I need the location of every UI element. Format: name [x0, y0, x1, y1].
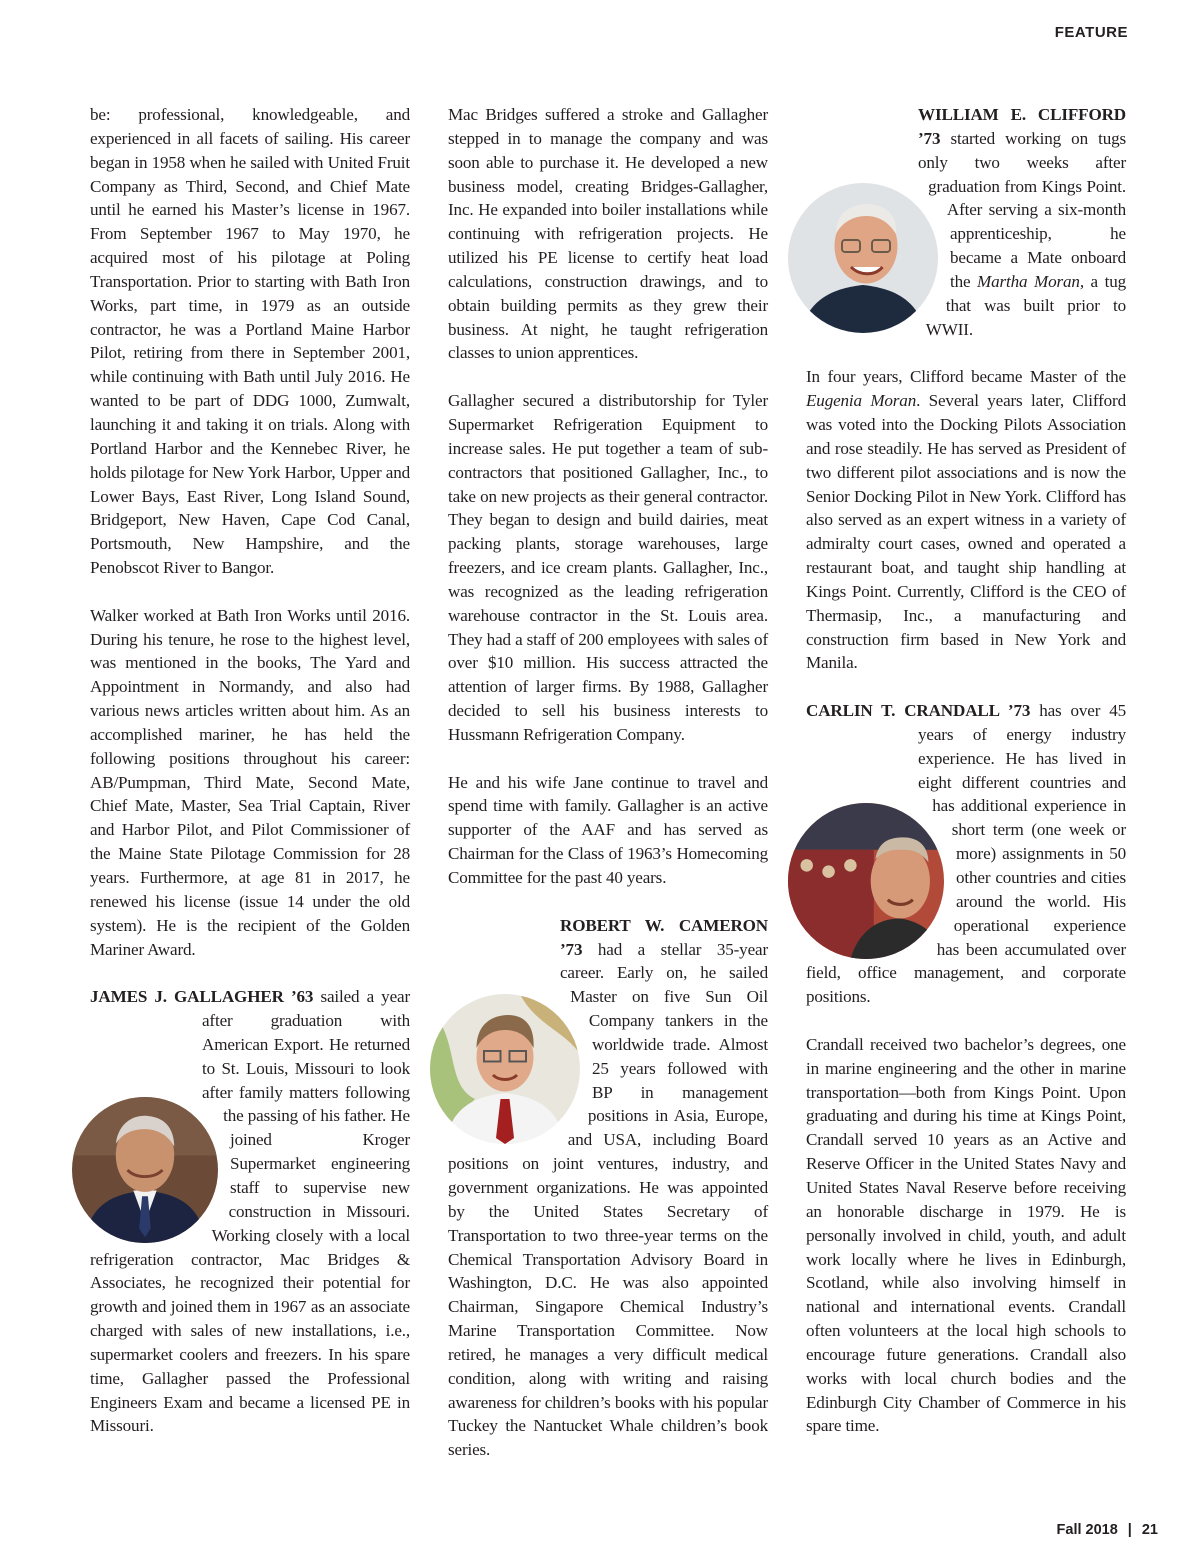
gallagher-photo: [72, 1097, 218, 1243]
column-2: [448, 103, 768, 1486]
page-number: 21: [1141, 1522, 1158, 1538]
column-1: [90, 103, 410, 1462]
crandall-paragraph-2: Crandall received two bachelor’s degrees, one in marine engineering and the other in marine transportation—both from Kings Point. Upon graduating and during his time at Kings Point, Crandall served 10 years as an Active and Reserve Officer in the United States Navy and United States Naval Reserve before receiving an honorable discharge in 1979. He is personally involved in child, youth, and adult work locally where he lives in Edinburgh, Scotland, while also involving himself in national and international events. Crandall often volunteers at the local high schools to encourage future generations. Crandall also works with local church bodies and the Edinburgh City Chamber of Commerce in his spare time.: [806, 1034, 1126, 1436]
gallagher-paragraph: JAMES J. GALLAGHER ’63 sailed a year after graduation with American Export. He returned to St. Louis, Missouri to look after family matters following the passing of his father. He joined Kroger Supermarket engineering staff to supervise new construction in Missouri. Working closely with a local refrigeration contractor, Mac Bridges & Associates, he recognized their potential for growth and joined them in 1967 as an associate charged with sales of new installations, i.e., supermarket coolers and freezers. In his spare time, Gallagher passed the Professional Engineers Exam and became a licensed PE in Missouri.: [90, 985, 410, 1438]
section-label: FEATURE: [1054, 24, 1128, 41]
gallagher-paragraph-4: He and his wife Jane continue to travel and spend time with family. Gallagher is an active supporter of the AAF and has served as Chairman for the Class of 1963’s Homecoming Committee for the past 40 years.: [448, 772, 768, 887]
clifford-photo: [788, 183, 938, 333]
walker-paragraph-2: Walker worked at Bath Iron Works until 2016. During his tenure, he rose to the highest level, was mentioned in the books, The Yard and Appointment in Normandy, and also had various news articles written about him. As an accomplished mariner, he has held the following positions throughout his career: AB/Pumpman, Third Mate, Second Mate, Chief Mate, Master, Sea Trial Captain, River and Harbor Pilot, and Pilot Commissioner of the Maine State Pilotage Commission for 28 years. Furthermore, at age 81 in 2017, he renewed his license (issue 14 under the old system). He is the recipient of the Golden Mariner Award.: [90, 605, 410, 959]
ship-name-martha-moran: Martha Moran,: [977, 271, 1084, 291]
crandall-name: CARLIN T. CRANDALL ’73: [806, 701, 1031, 721]
crandall-photo: [788, 803, 944, 959]
column-3: [806, 103, 1126, 1462]
cameron-paragraph: ROBERT W. CAMERON ’73 had a stellar 35-year career. Early on, he sailed Master on five Sun Oil Company tankers in the worldwide trade. Almost 25 years followed with BP in management positions in Asia, Europe, and USA, including Board positions on joint ventures, industry, and government organizations. He was appointed by the United States Secretary of Transportation to two three-year terms on the Chemical Transportation Advisory Board in Washington, D.C. He was also appointed Chairman, Singapore Chemical Industry’s Marine Transportation Committee. Now retired, he manages a very difficult medical condition, along with writing and raising awareness for children’s books with his popular Tuckey the Nantucket Whale children’s book series.: [448, 914, 768, 1462]
issue-label: Fall 2018: [1056, 1522, 1118, 1538]
clifford-name: WILLIAM E. CLIFFORD ’73: [918, 105, 1126, 148]
gallagher-paragraph-3: Gallagher secured a distributorship for Tyler Supermarket Refrigeration Equipment to increase sales. He put together a team of sub-contractors that positioned Gallagher, Inc., to take on new projects as their general contractor. They began to design and build dairies, meat packing plants, storage warehouses, large freezers, and ice cream plants. Gallagher, Inc., was recognized as the leading refrigeration warehouse contractor in the St. Louis area. They had a staff of 200 employees with sales of over $10 million. His success attracted the attention of larger firms. By 1988, Gallagher decided to sell his business interests to Hussmann Refrigeration Company.: [448, 391, 768, 744]
ship-name-eugenia-moran: Eugenia Moran: [806, 391, 917, 411]
page-footer: [1057, 1522, 1158, 1538]
crandall-paragraph: CARLIN T. CRANDALL ’73 has over 45 years of energy industry experience. He has lived in eight different countries and has additional experience in short term (one week or more) assignments in 50 other countries and cities around the world. His operational experience has been accumulated over field, office management, and corporate positions.: [806, 699, 1126, 1009]
walker-paragraph-1: be: professional, knowledgeable, and experienced in all facets of sailing. His career began in 1958 when he sailed with United Fruit Company as Third, Second, and Chief Mate until he earned his Master’s license in 1967. From September 1967 to May 1970, he acquired most of his pilotage at Poling Transportation. Prior to starting with Bath Iron Works, part time, in 1979 as an outside contractor, he was a Portland Maine Harbor Pilot, retiring from there in September 2001, while continuing with Bath until July 2016. He wanted to be part of DDG 1000, Zumwalt, launching it and taking it on trials. Along with Portland Harbor and the Kennebec River, he holds pilotage for New York Harbor, Upper and Lower Bays, East River, Long Island Sound, Bridgeport, New Haven, Cape Cod Canal, Portsmouth, New Hampshire, and the Penobscot River to Bangor.: [90, 105, 410, 578]
footer-separator: |: [1127, 1522, 1132, 1538]
gallagher-paragraph-2: Mac Bridges suffered a stroke and Gallagher stepped in to manage the company and was soon able to purchase it. He developed a new business model, creating Bridges-Gallagher, Inc. He expanded into boiler installations while continuing with refrigeration projects. He utilized his PE license to certify heat load calculations, construction drawings, and to obtain building permits as they grew their business. At night, he taught refrigeration classes to union apprentices.: [448, 105, 768, 363]
gallagher-name: JAMES J. GALLAGHER ’63: [90, 987, 314, 1007]
clifford-paragraph: WILLIAM E. CLIFFORD ’73 started working on tugs only two weeks after graduation from Kings Point. After serving a six-month apprenticeship, he became a Mate onboard the Martha Moran, a tug that was built prior to WWII. In four years, Clifford became Master of the Eugenia Moran. Several years later, Clifford was voted into the Docking Pilots Association and rose steadily. He has served as President of two different pilot associations and is now the Senior Docking Pilot in New York. Clifford has also served as an expert witness in a variety of admiralty court cases, owned and operated a restaurant boat, and taught ship handling at Kings Point. Currently, Clifford is the CEO of Thermasip, Inc., a manufacturing and construction firm based in New York and Manila.: [806, 103, 1126, 675]
cameron-name: ROBERT W. CAMERON ’73: [560, 915, 768, 959]
cameron-photo: [430, 994, 580, 1144]
